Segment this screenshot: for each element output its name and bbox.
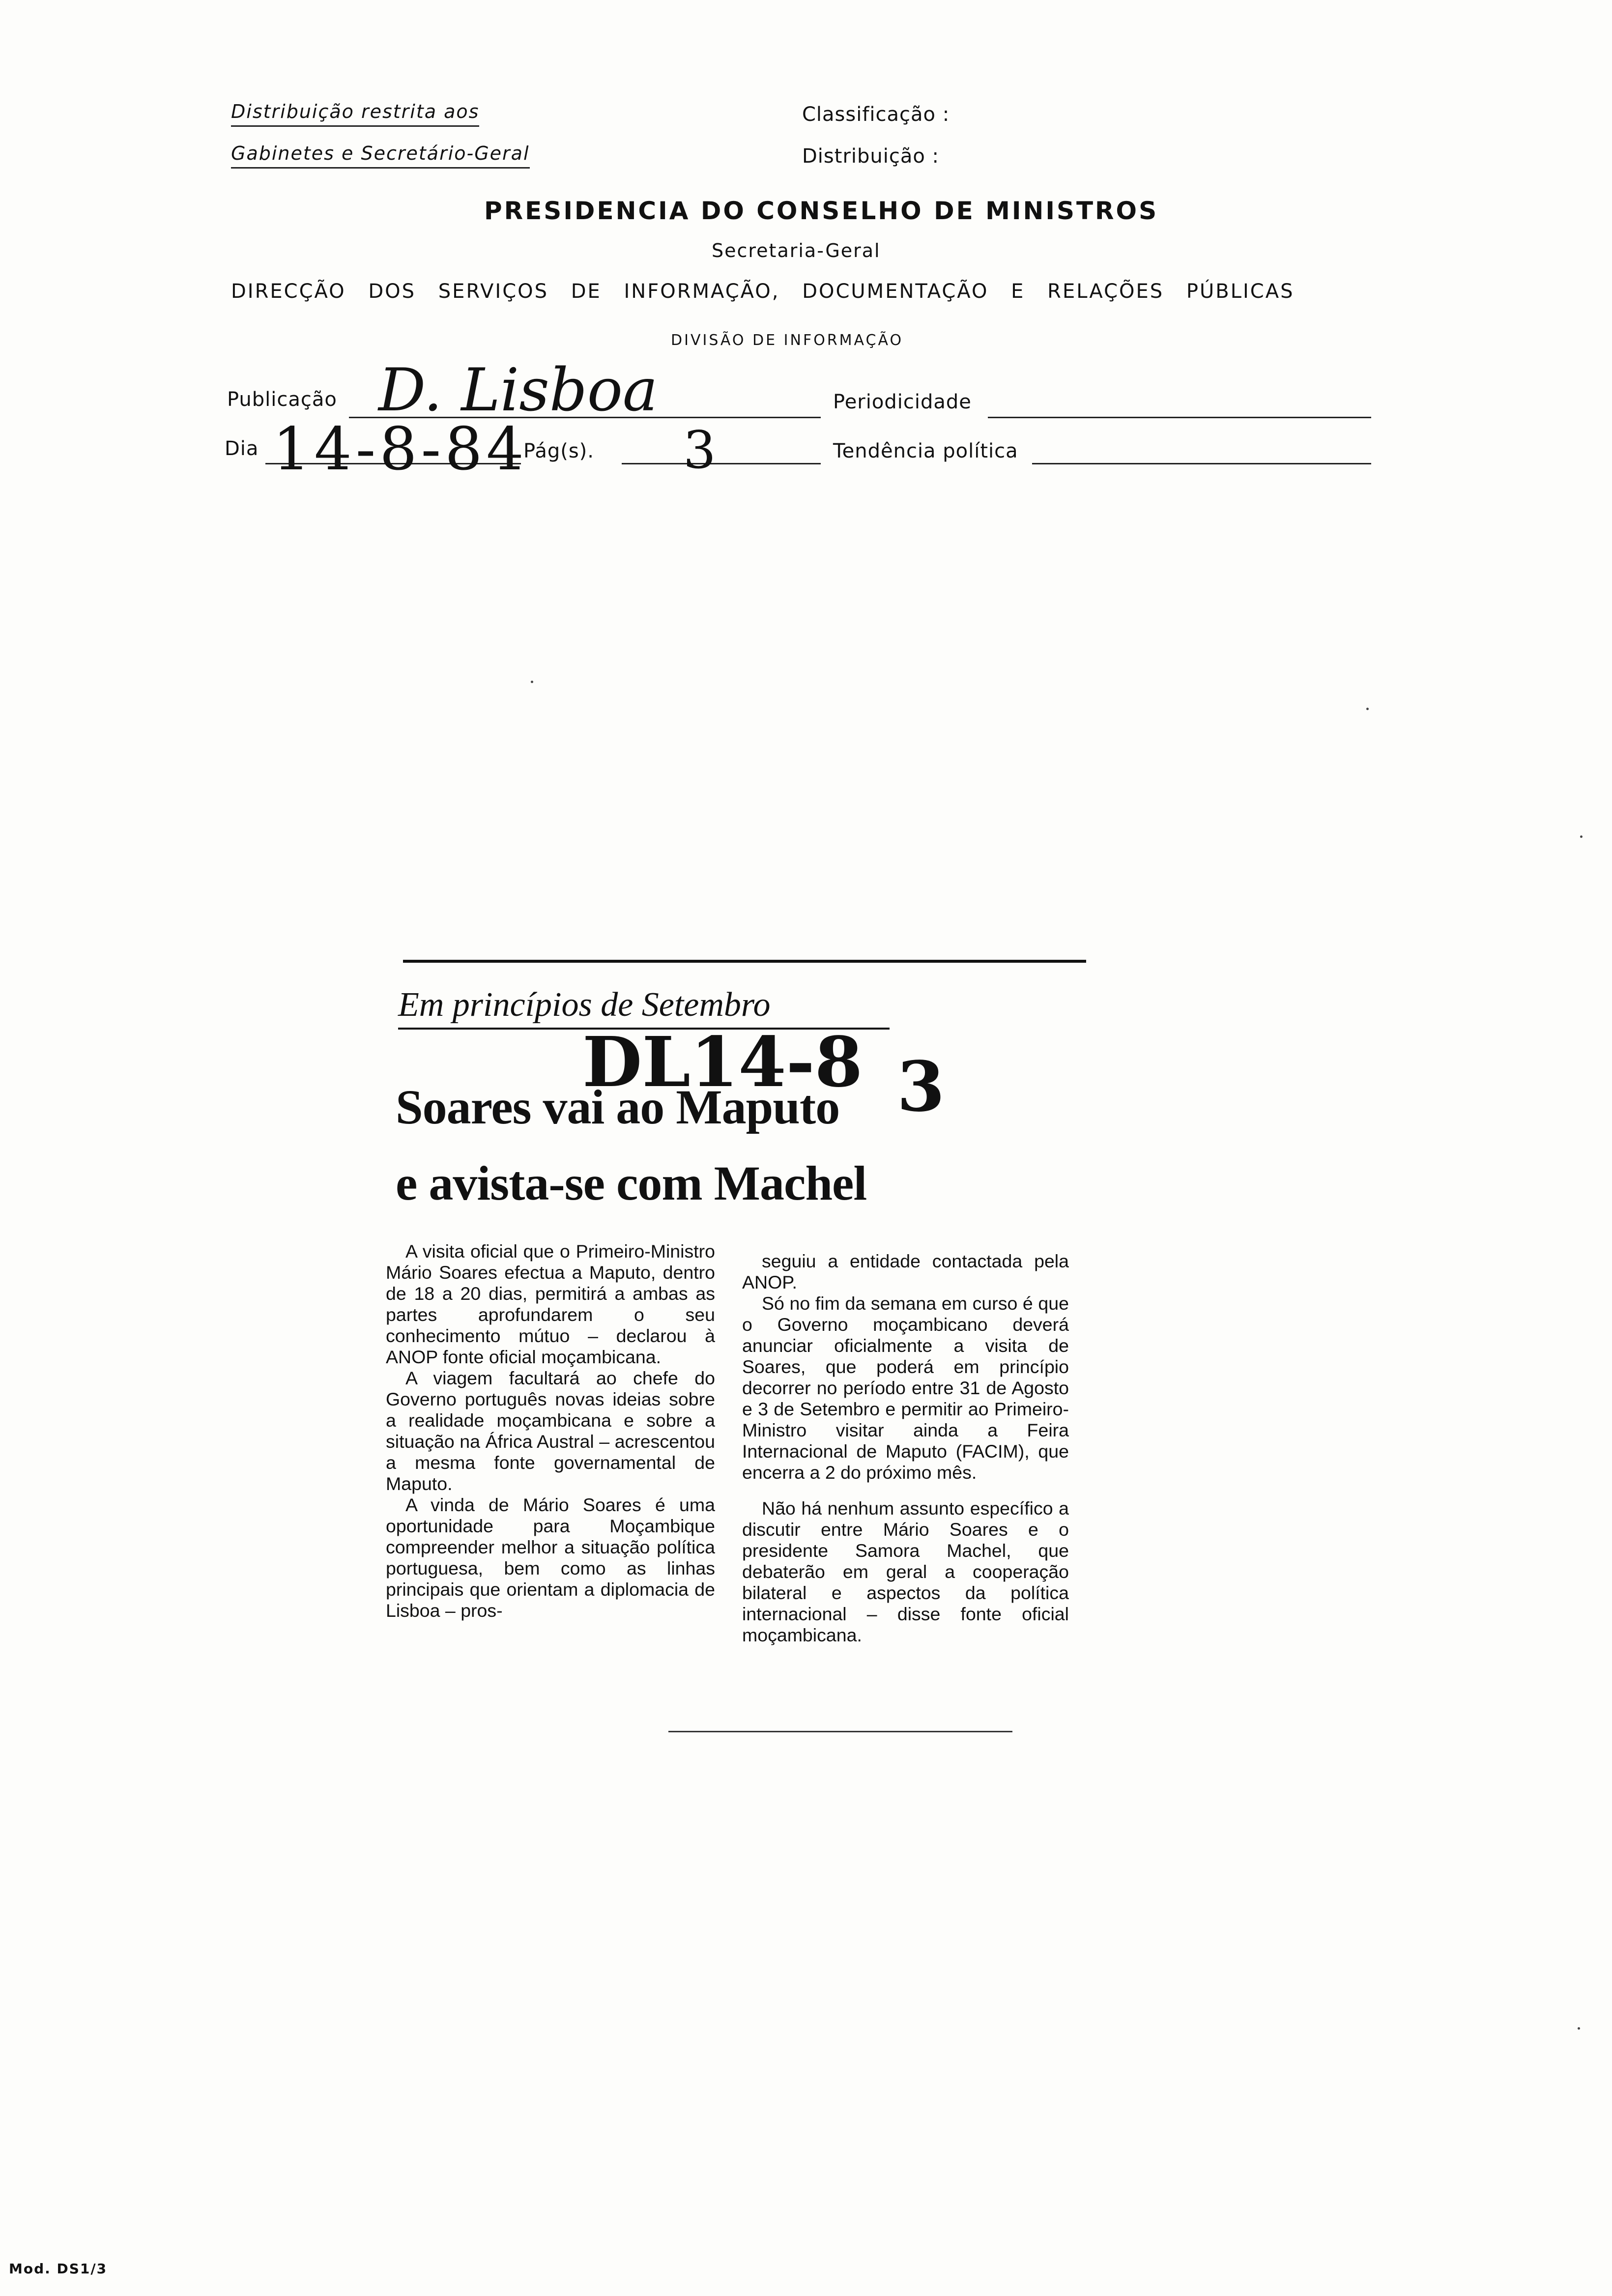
handwritten-reference: DL14-8 bbox=[582, 1022, 863, 1103]
direccao-servicos: DIRECÇÃO DOS SERVIÇOS DE INFORMAÇÃO, DOCUMENTAÇÃO E RELAÇÕES PÚBLICAS bbox=[231, 280, 1295, 303]
periodicidade-line bbox=[988, 417, 1371, 418]
pags-handwritten: 3 bbox=[683, 420, 716, 480]
dia-handwritten: 14-8-84 bbox=[273, 415, 528, 484]
article-column-2 bbox=[742, 1251, 1069, 1646]
scan-speck bbox=[1580, 835, 1583, 838]
col2-paragraph-3: Não há nenhum assunto específico a discutir entre Mário Soares e o presidente Samora Machel, que debaterão em geral a cooperação bilateral e aspectos da política internacional – disse fonte oficial moçambicana. bbox=[742, 1498, 1069, 1645]
col2-paragraph-2: Só no fim da semana em curso é que o Governo moçambicano deverá anunciar oficialmente a visita de Soares, que poderá em princípio decorrer no período entre 31 de Agosto e 3 de Setembro e permitir ao Primeiro-Ministro visitar ainda a Feira Internacional de Maputo (FACIM), que encerra a 2 do próximo mês. bbox=[742, 1293, 1069, 1483]
scan-speck bbox=[1366, 708, 1369, 710]
classificacao-label: Classificação : bbox=[802, 103, 950, 126]
tendencia-label: Tendência política bbox=[833, 440, 1018, 462]
scan-speck bbox=[531, 681, 533, 683]
col1-paragraph-1: A visita oficial que o Primeiro-Ministro Mário Soares efectua a Maputo, dentro de 18 a 20 dias, permitirá a ambas as partes aprofundarem o seu conhecimento mútuo – declarou à ANOP fonte oficial moçambicana. bbox=[386, 1241, 715, 1367]
scan-speck bbox=[1578, 2027, 1580, 2030]
col1-paragraph-2: A viagem facultará ao chefe do Governo português novas ideias sobre a realidade moçambicana e sobre a situação na África Austral – acrescentou a mesma fonte governamental de Maputo. bbox=[386, 1368, 715, 1494]
restriction-note-line2: Gabinetes e Secretário-Geral bbox=[231, 143, 530, 169]
article-column-1 bbox=[386, 1241, 715, 1621]
periodicidade-label: Periodicidade bbox=[833, 391, 972, 413]
form-model-code: Mod. DS1/3 bbox=[9, 2261, 108, 2277]
pags-label: Pág(s). bbox=[523, 440, 594, 462]
pags-line bbox=[622, 463, 821, 464]
publicacao-label: Publicação bbox=[227, 388, 337, 411]
clipping-top-rule bbox=[403, 960, 1086, 963]
org-title: PRESIDENCIA DO CONSELHO DE MINISTROS bbox=[484, 197, 1159, 225]
article-headline-line2: e avista-se com Machel bbox=[396, 1156, 867, 1210]
restriction-note-line1: Distribuição restrita aos bbox=[231, 101, 479, 127]
publicacao-handwritten: D. Lisboa bbox=[378, 356, 658, 425]
clipping-bottom-rule bbox=[668, 1731, 1012, 1732]
col1-paragraph-3: A vinda de Mário Soares é uma oportunidade para Moçambique compreender melhor a situação política portuguesa, bem como as linhas principais que orientam a diplomacia de Lisboa – pros- bbox=[386, 1494, 715, 1621]
secretaria-geral: Secretaria-Geral bbox=[712, 240, 881, 261]
article-headline-line1: Soares vai ao Maputo bbox=[396, 1080, 840, 1134]
dia-label: Dia bbox=[225, 437, 259, 460]
handwritten-page-number: 3 bbox=[897, 1047, 945, 1127]
distribuicao-label: Distribuição : bbox=[802, 145, 940, 168]
divisao-informacao: DIVISÃO DE INFORMAÇÃO bbox=[671, 332, 904, 349]
article-kicker: Em princípios de Setembro bbox=[398, 985, 890, 1030]
col2-paragraph-1: seguiu a entidade contactada pela ANOP. bbox=[742, 1251, 1069, 1292]
tendencia-line bbox=[1032, 463, 1371, 464]
